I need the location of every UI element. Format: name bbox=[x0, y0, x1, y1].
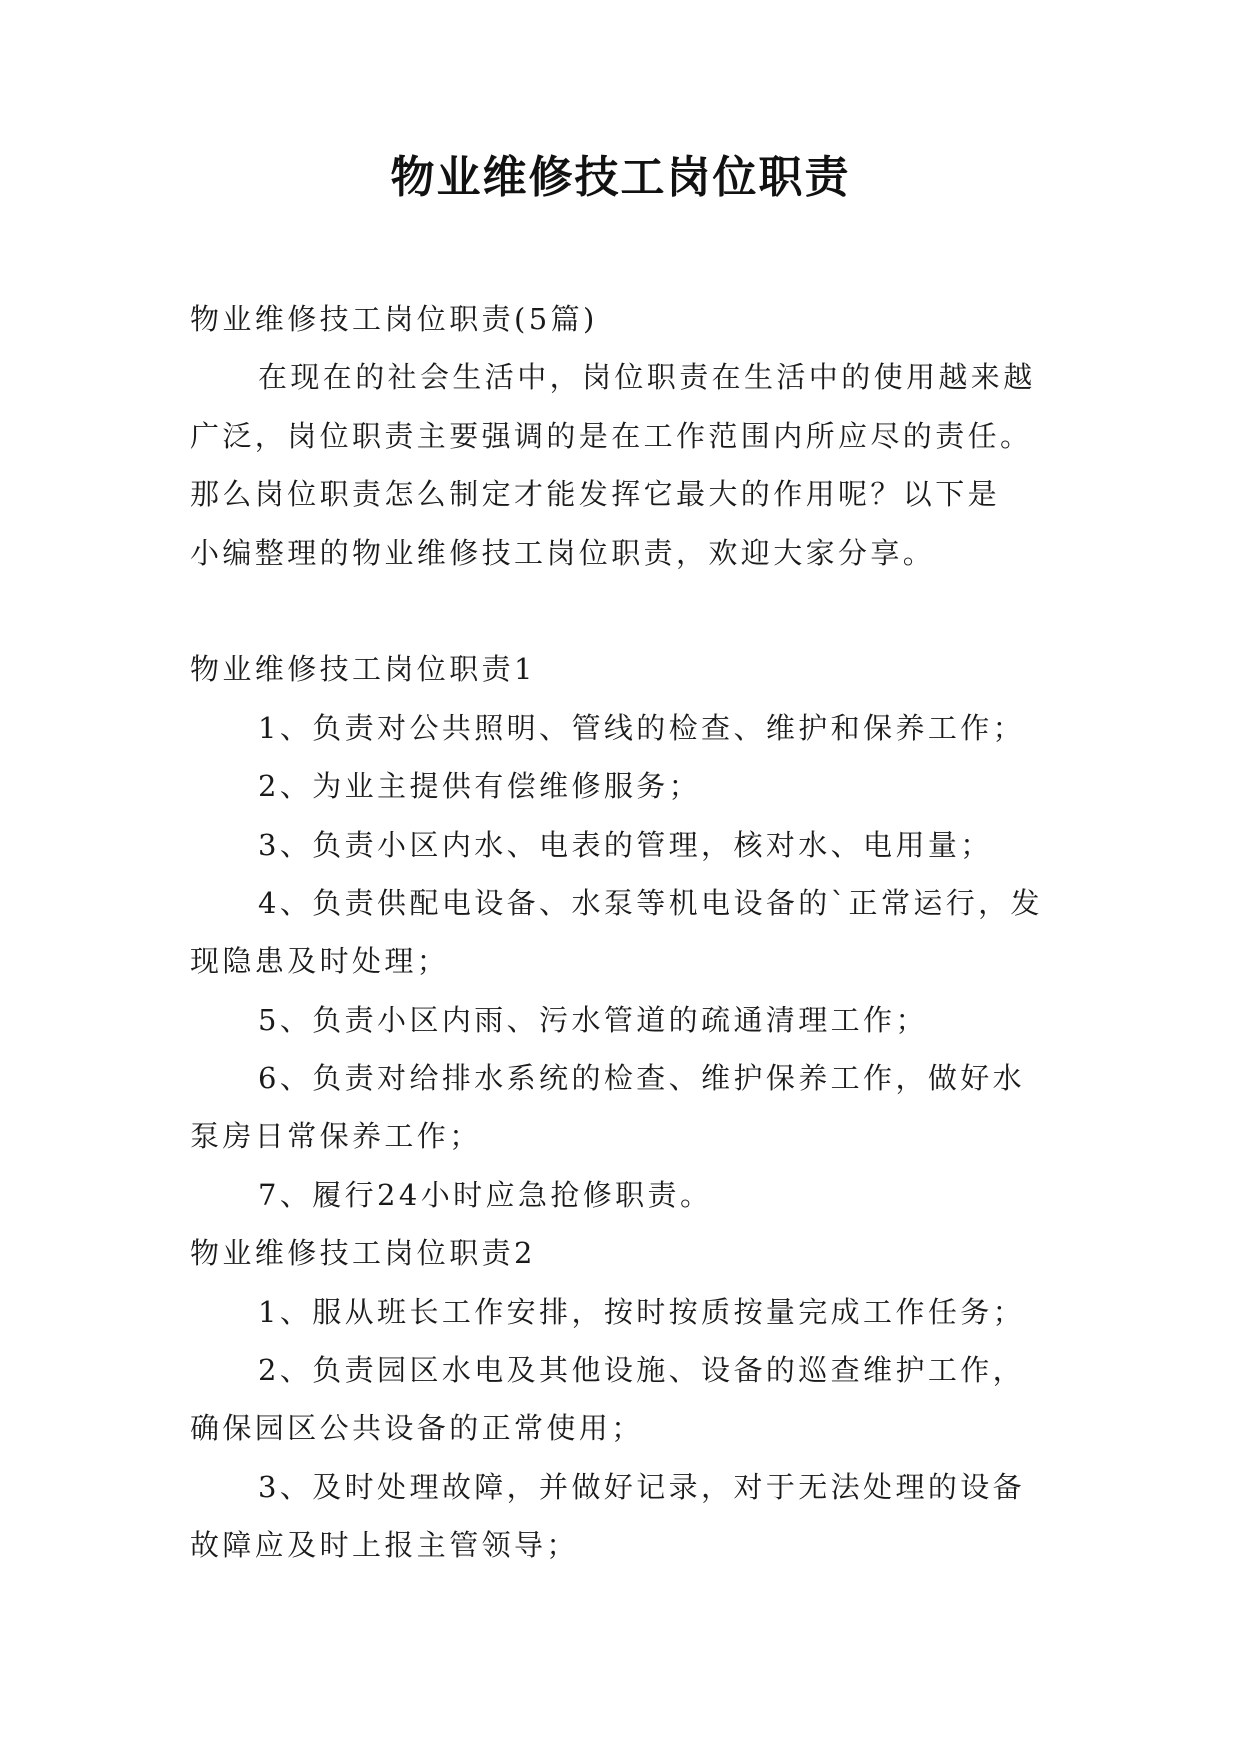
text-line: 小编整理的物业维修技工岗位职责，欢迎大家分享。 bbox=[190, 535, 936, 570]
text-line: 4、负责供配电设备、水泵等机电设备的`正常运行，发 bbox=[258, 885, 1043, 920]
text-line: 故障应及时上报主管领导； bbox=[190, 1528, 579, 1563]
text-line: 现隐患及时处理； bbox=[190, 944, 450, 979]
text-line: 物业维修技工岗位职责1 bbox=[190, 652, 536, 687]
text-line: 确保园区公共设备的正常使用； bbox=[190, 1411, 644, 1446]
text-line: 1、负责对公共照明、管线的检查、维护和保养工作； bbox=[258, 710, 1026, 745]
text-line: 那么岗位职责怎么制定才能发挥它最大的作用呢？以下是 bbox=[190, 477, 1001, 512]
text-line: 在现在的社会生活中，岗位职责在生活中的使用越来越 bbox=[258, 360, 1036, 395]
blank-line bbox=[190, 582, 1070, 640]
text-line: 2、负责园区水电及其他设施、设备的巡查维护工作， bbox=[258, 1353, 1026, 1388]
text-line: 泵房日常保养工作； bbox=[190, 1119, 482, 1154]
document-body bbox=[190, 290, 1070, 1575]
text-line: 2、为业主提供有偿维修服务； bbox=[258, 769, 702, 804]
text-line: 7、履行24小时应急抢修职责。 bbox=[258, 1177, 713, 1212]
text-line: 物业维修技工岗位职责2 bbox=[190, 1236, 536, 1271]
text-line: 3、及时处理故障，并做好记录，对于无法处理的设备 bbox=[258, 1469, 1026, 1504]
text-line: 1、服从班长工作安排，按时按质按量完成工作任务； bbox=[258, 1294, 1026, 1329]
text-line: 3、负责小区内水、电表的管理，核对水、电用量； bbox=[258, 827, 993, 862]
text-line: 6、负责对给排水系统的检查、维护保养工作，做好水 bbox=[258, 1061, 1026, 1096]
text-line: 5、负责小区内雨、污水管道的疏通清理工作； bbox=[258, 1002, 928, 1037]
text-line: 广泛，岗位职责主要强调的是在工作范围内所应尽的责任。 bbox=[190, 418, 1033, 453]
text-line: 物业维修技工岗位职责(5篇) bbox=[190, 302, 598, 336]
document-title: 物业维修技工岗位职责 bbox=[390, 152, 851, 203]
